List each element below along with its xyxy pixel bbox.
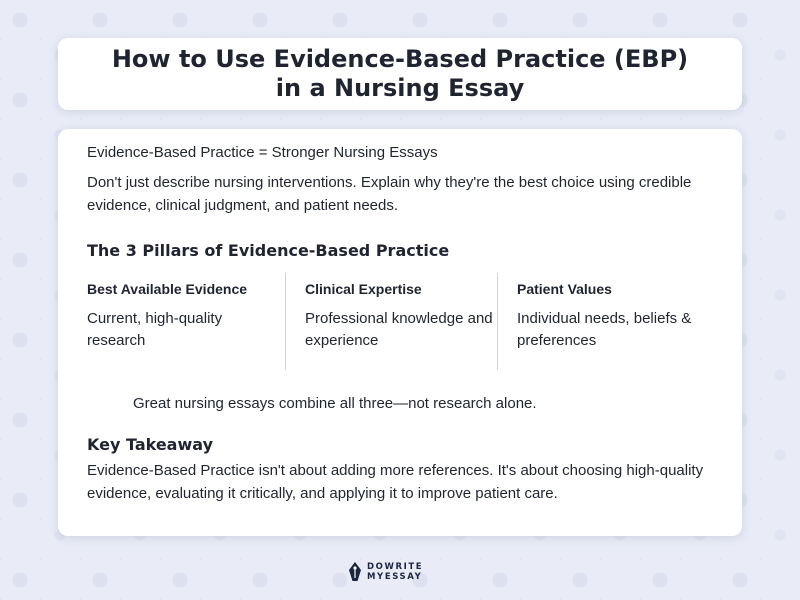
intro-paragraph: Don't just describe nursing interventions. Explain why they're the best choice using credible evidence, clinical judgment, and patient needs.	[87, 174, 692, 214]
brand-logo	[348, 561, 423, 583]
brand-name-line-2: MYESSAY	[367, 572, 423, 582]
takeaway-text: Evidence-Based Practice isn't about adding more references. It's about choosing high-quality evidence, evaluating it critically, and applying it to improve patient care.	[87, 462, 704, 502]
pillar-title: Patient Values	[517, 281, 612, 297]
pillar-divider	[285, 273, 286, 370]
pillar-divider	[497, 273, 498, 370]
subtitle: Evidence-Based Practice = Stronger Nursing Essays	[87, 144, 438, 161]
brand-name	[367, 562, 423, 582]
page-title	[112, 45, 688, 103]
pillar-title: Best Available Evidence	[87, 281, 248, 297]
pillar-description: Individual needs, beliefs & preferences	[517, 310, 692, 349]
pillar-patient-values	[517, 273, 717, 370]
pillar-title: Clinical Expertise	[305, 281, 422, 297]
pillars-heading: The 3 Pillars of Evidence-Based Practice	[87, 241, 450, 260]
page-title-line-2: in a Nursing Essay	[275, 74, 525, 102]
pen-nib-icon	[348, 561, 362, 583]
title-card	[58, 38, 742, 110]
pillar-clinical-expertise	[305, 273, 495, 370]
content-card	[58, 129, 742, 536]
pillar-description: Professional knowledge and experience	[305, 310, 493, 349]
pillar-best-evidence	[87, 273, 283, 370]
page-title-line-1: How to Use Evidence-Based Practice (EBP)	[111, 45, 689, 73]
takeaway-heading: Key Takeaway	[87, 435, 213, 454]
combine-note: Great nursing essays combine all three—not research alone.	[133, 395, 537, 412]
brand-name-line-1: DOWRITE	[367, 562, 424, 572]
pillar-description: Current, high-quality research	[87, 310, 223, 349]
pillars-row	[87, 273, 727, 370]
